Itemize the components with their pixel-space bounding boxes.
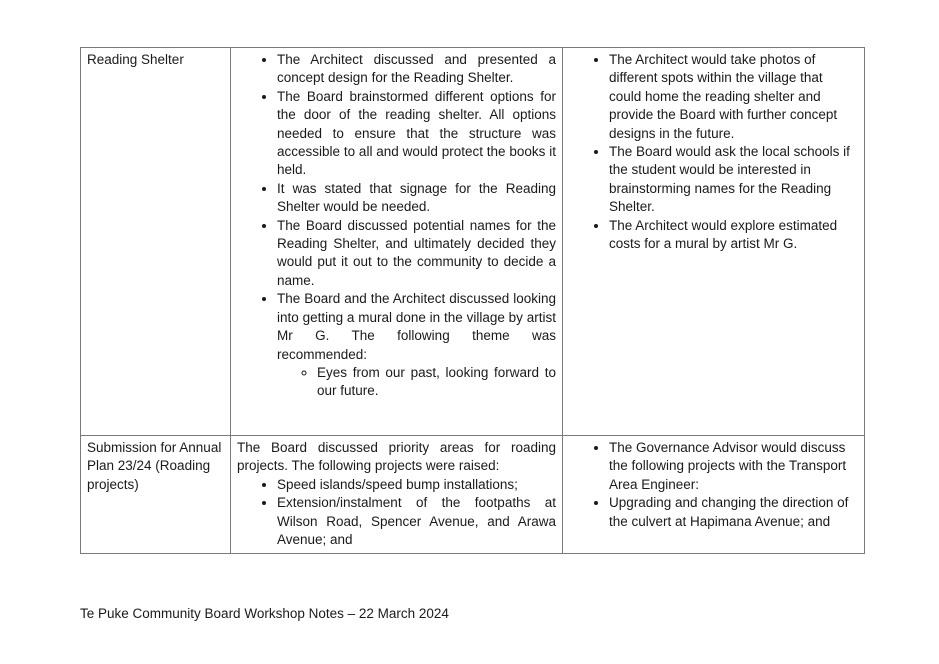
workshop-notes-table bbox=[80, 47, 865, 554]
topic-label: Reading Shelter bbox=[87, 52, 184, 67]
discussion-cell bbox=[231, 48, 563, 436]
list-item: • The Board would ask the local schools if the student would be interested in brainstorming names for the Reading Shelter. bbox=[609, 143, 858, 217]
actions-cell bbox=[563, 436, 865, 554]
table-row bbox=[81, 436, 865, 554]
discussion-list bbox=[237, 51, 556, 401]
discussion-intro: The Board discussed priority areas for roading projects. The following projects were raised: bbox=[237, 440, 556, 474]
list-item-text: The Board and the Architect discussed looking into getting a mural done in the village by artist Mr G. The following theme was recommended: bbox=[277, 291, 556, 362]
actions-list bbox=[569, 51, 858, 253]
list-item: • Upgrading and changing the direction of the culvert at Hapimana Avenue; and bbox=[609, 494, 858, 531]
topic-cell bbox=[81, 48, 231, 436]
discussion-cell bbox=[231, 436, 563, 554]
list-item bbox=[277, 290, 556, 400]
actions-cell bbox=[563, 48, 865, 436]
list-item: • Speed islands/speed bump installations; bbox=[277, 476, 556, 494]
list-item: • The Architect would take photos of different spots within the village that could home the reading shelter and provide the Board with further concept designs in the future. bbox=[609, 51, 858, 143]
table-row bbox=[81, 48, 865, 436]
sub-list-item: ◦ Eyes from our past, looking forward to our future. bbox=[317, 364, 556, 401]
list-item: • Extension/instalment of the footpaths at Wilson Road, Spencer Avenue, and Arawa Avenue; and bbox=[277, 494, 556, 549]
page-footer: Te Puke Community Board Workshop Notes – 22 March 2024 bbox=[80, 606, 449, 621]
actions-list bbox=[569, 439, 858, 531]
list-item: • It was stated that signage for the Reading Shelter would be needed. bbox=[277, 180, 556, 217]
list-item: • The Board discussed potential names for the Reading Shelter, and ultimately decided they would put it out to the community to decide a name. bbox=[277, 217, 556, 291]
list-item: • The Board brainstormed different options for the door of the reading shelter. All options needed to ensure that the structure was accessible to all and would protect the books it held. bbox=[277, 88, 556, 180]
list-item: • The Architect discussed and presented a concept design for the Reading Shelter. bbox=[277, 51, 556, 88]
list-item: • The Architect would explore estimated costs for a mural by artist Mr G. bbox=[609, 217, 858, 254]
discussion-list bbox=[237, 476, 556, 550]
topic-cell bbox=[81, 436, 231, 554]
list-item: • The Governance Advisor would discuss the following projects with the Transport Area Engineer: bbox=[609, 439, 858, 494]
topic-label: Submission for Annual Plan 23/24 (Roading projects) bbox=[87, 440, 222, 492]
sub-list bbox=[277, 364, 556, 401]
